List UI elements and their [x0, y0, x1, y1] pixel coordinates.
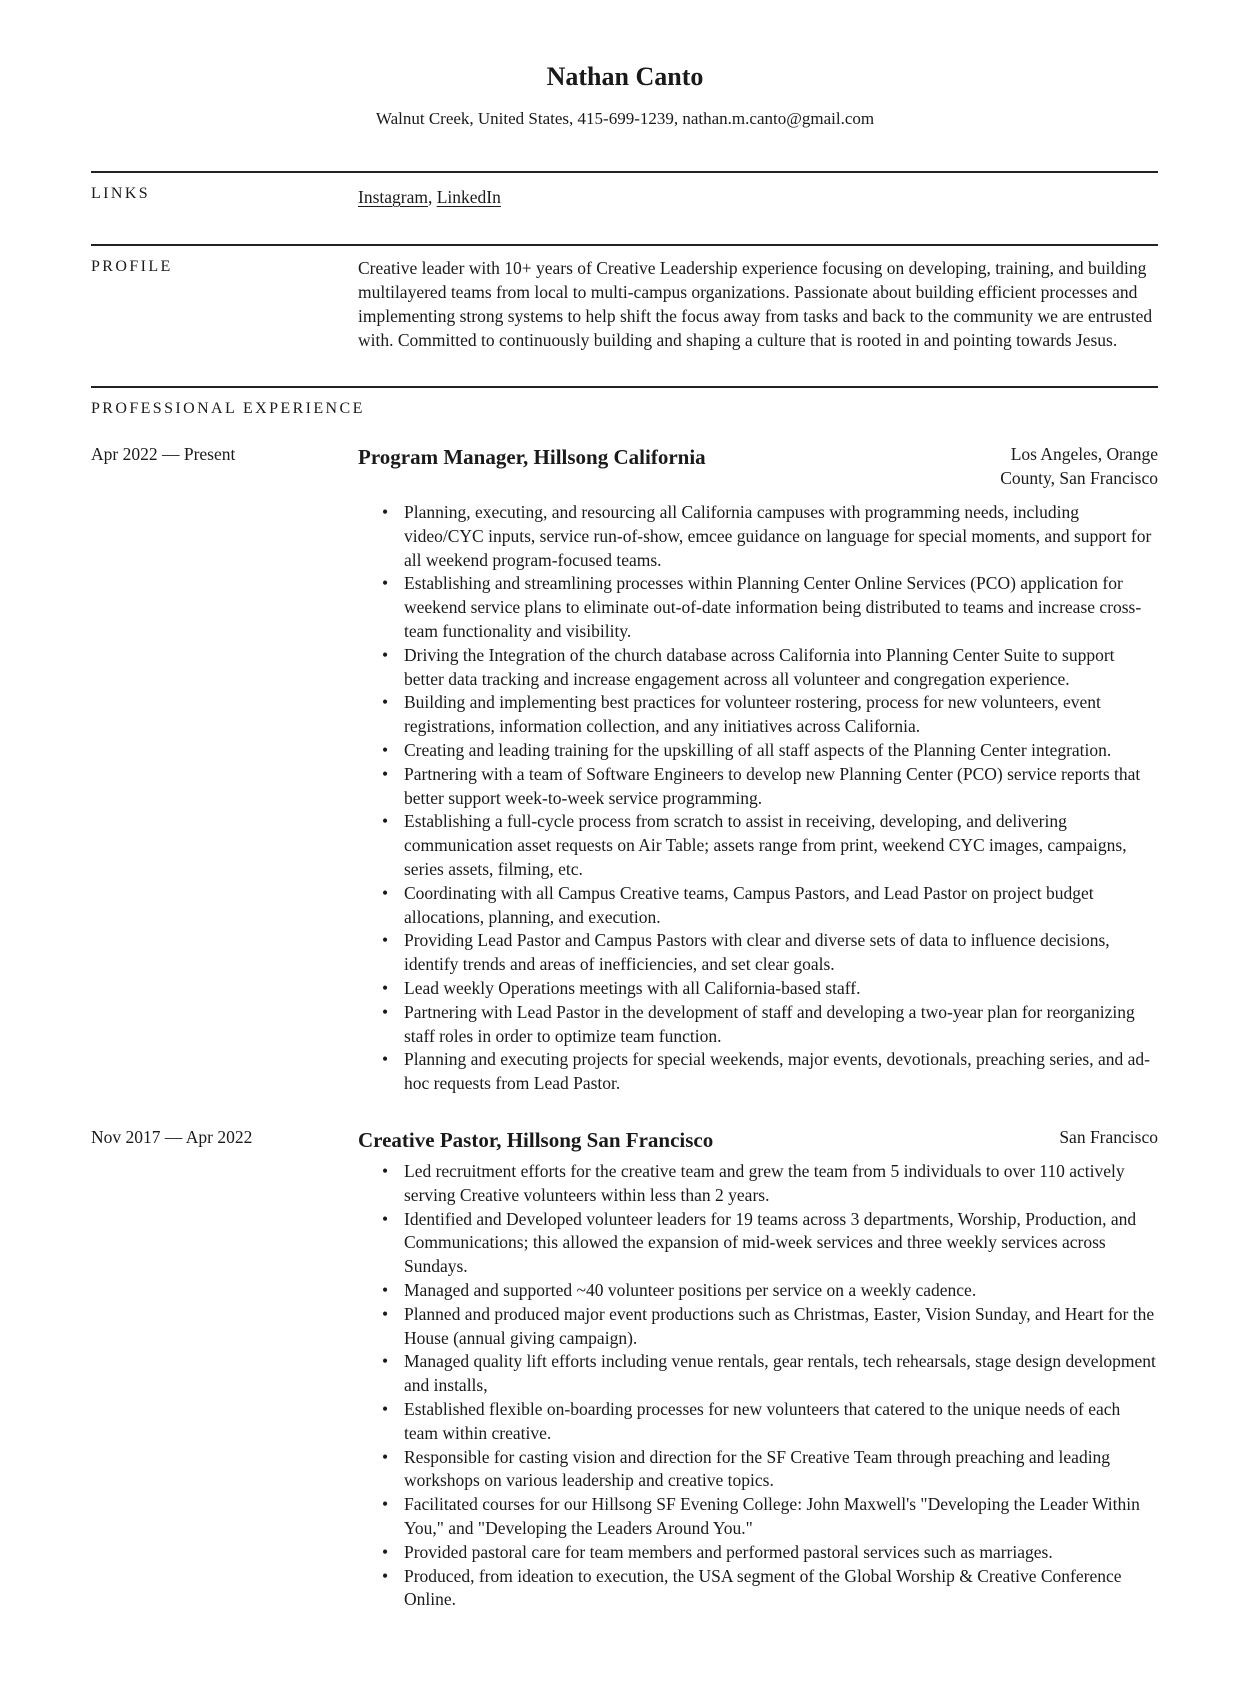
bullet-item: • Provided pastoral care for team members and performed pastoral services such as marriages. — [404, 1541, 1158, 1565]
bullet-item: • Establishing and streamlining processes within Planning Center Online Services (PCO) application for weekend service plans to eliminate out-of-date information being distributed to teams and increase cross-team functionality and visibility. — [404, 572, 1158, 643]
instagram-link[interactable]: Instagram — [358, 187, 428, 207]
experience-heading: PROFESSIONAL EXPERIENCE — [91, 400, 365, 417]
linkedin-link[interactable]: LinkedIn — [436, 187, 501, 207]
bullet-item: • Providing Lead Pastor and Campus Pastors with clear and diverse sets of data to influence decisions, identify trends and areas of inefficiencies, and set clear goals. — [404, 929, 1158, 977]
profile-summary: Creative leader with 10+ years of Creative Leadership experience focusing on developing, training, and building multilayered teams from local to multi-campus organizations. Passionate about building efficient processes and implementing strong systems to help shift the focus away from tasks and back to the community we are entrusted with. Committed to continuously building and shaping a culture that is rooted in and pointing towards Jesus. — [358, 258, 1153, 350]
links-section — [91, 171, 1158, 245]
bullet-item: • Facilitated courses for our Hillsong SF Evening College: John Maxwell's "Developing the Leader Within You," and "Developing the Leaders Around You." — [404, 1493, 1158, 1541]
bullet-item: • Partnering with Lead Pastor in the development of staff and developing a two-year plan for reorganizing staff roles in order to optimize team function. — [404, 1001, 1158, 1049]
contact-info: Walnut Creek, United States, 415-699-1239, nathan.m.canto@gmail.com — [375, 109, 875, 128]
job-dates: Apr 2022 — Present — [91, 444, 236, 464]
bullet-item: • Partnering with a team of Software Engineers to develop new Planning Center (PCO) service reports that better support week-to-week service programming. — [404, 763, 1158, 811]
bullet-item: • Established flexible on-boarding processes for new volunteers that catered to the unique needs of each team within creative. — [404, 1398, 1158, 1446]
candidate-name: Nathan Canto — [546, 62, 704, 91]
profile-section — [91, 244, 1158, 388]
bullet-item: • Planned and produced major event productions such as Christmas, Easter, Vision Sunday, and Heart for the House (annual giving campaign). — [404, 1303, 1158, 1351]
bullet-item: • Planning, executing, and resourcing all California campuses with programming needs, including video/CYC inputs, service run-of-show, emcee guidance on language for special moments, and support for all weekend program-focused teams. — [404, 501, 1158, 572]
bullet-item: • Produced, from ideation to execution, the USA segment of the Global Worship & Creative Conference Online. — [404, 1565, 1158, 1613]
bullet-item: • Managed quality lift efforts including venue rentals, gear rentals, tech rehearsals, stage design development and installs, — [404, 1350, 1158, 1398]
bullet-item: • Managed and supported ~40 volunteer positions per service on a weekly cadence. — [404, 1279, 1158, 1303]
bullet-item: • Coordinating with all Campus Creative teams, Campus Pastors, and Lead Pastor on project budget allocations, planning, and execution. — [404, 882, 1158, 930]
bullet-item: • Planning and executing projects for special weekends, major events, devotionals, preaching series, and ad-hoc requests from Lead Pastor. — [404, 1048, 1158, 1096]
job-bullets — [404, 1160, 1158, 1612]
resume-header — [0, 0, 1250, 130]
job-title: Program Manager, Hillsong California — [358, 445, 706, 469]
job-location: San Francisco — [1059, 1127, 1158, 1147]
experience-section — [91, 386, 1158, 1688]
job-title: Creative Pastor, Hillsong San Francisco — [358, 1128, 714, 1152]
job-location: Los Angeles, Orange County, San Francisco — [1000, 444, 1158, 488]
links-heading: LINKS — [91, 185, 151, 202]
bullet-item: • Creating and leading training for the upskilling of all staff aspects of the Planning Center integration. — [404, 739, 1158, 763]
bullet-item: • Lead weekly Operations meetings with all California-based staff. — [404, 977, 1158, 1001]
bullet-item: • Driving the Integration of the church database across California into Planning Center Suite to support better data tracking and increase engagement across all volunteer and congregation experience. — [404, 644, 1158, 692]
profile-heading: PROFILE — [91, 258, 173, 275]
bullet-item: • Identified and Developed volunteer leaders for 19 teams across 3 departments, Worship, Production, and Communications; this allowed the expansion of mid-week services and three weekly services across Sundays. — [404, 1208, 1158, 1279]
bullet-item: • Building and implementing best practices for volunteer rostering, process for new volunteers, event registrations, information collection, and any initiatives across California. — [404, 691, 1158, 739]
links-list — [358, 185, 1158, 209]
job-dates: Nov 2017 — Apr 2022 — [91, 1127, 253, 1147]
bullet-item: • Establishing a full-cycle process from scratch to assist in receiving, developing, and delivering communication asset requests on Air Table; assets range from print, weekend CYC images, campaigns, series assets, filming, etc. — [404, 810, 1158, 881]
bullet-item: • Responsible for casting vision and direction for the SF Creative Team through preaching and leading workshops on various leadership and creative topics. — [404, 1446, 1158, 1494]
links-separator: , — [427, 187, 437, 207]
bullet-item: • Led recruitment efforts for the creative team and grew the team from 5 individuals to over 110 actively serving Creative volunteers within less than 2 years. — [404, 1160, 1158, 1208]
job-bullets — [404, 501, 1158, 1096]
